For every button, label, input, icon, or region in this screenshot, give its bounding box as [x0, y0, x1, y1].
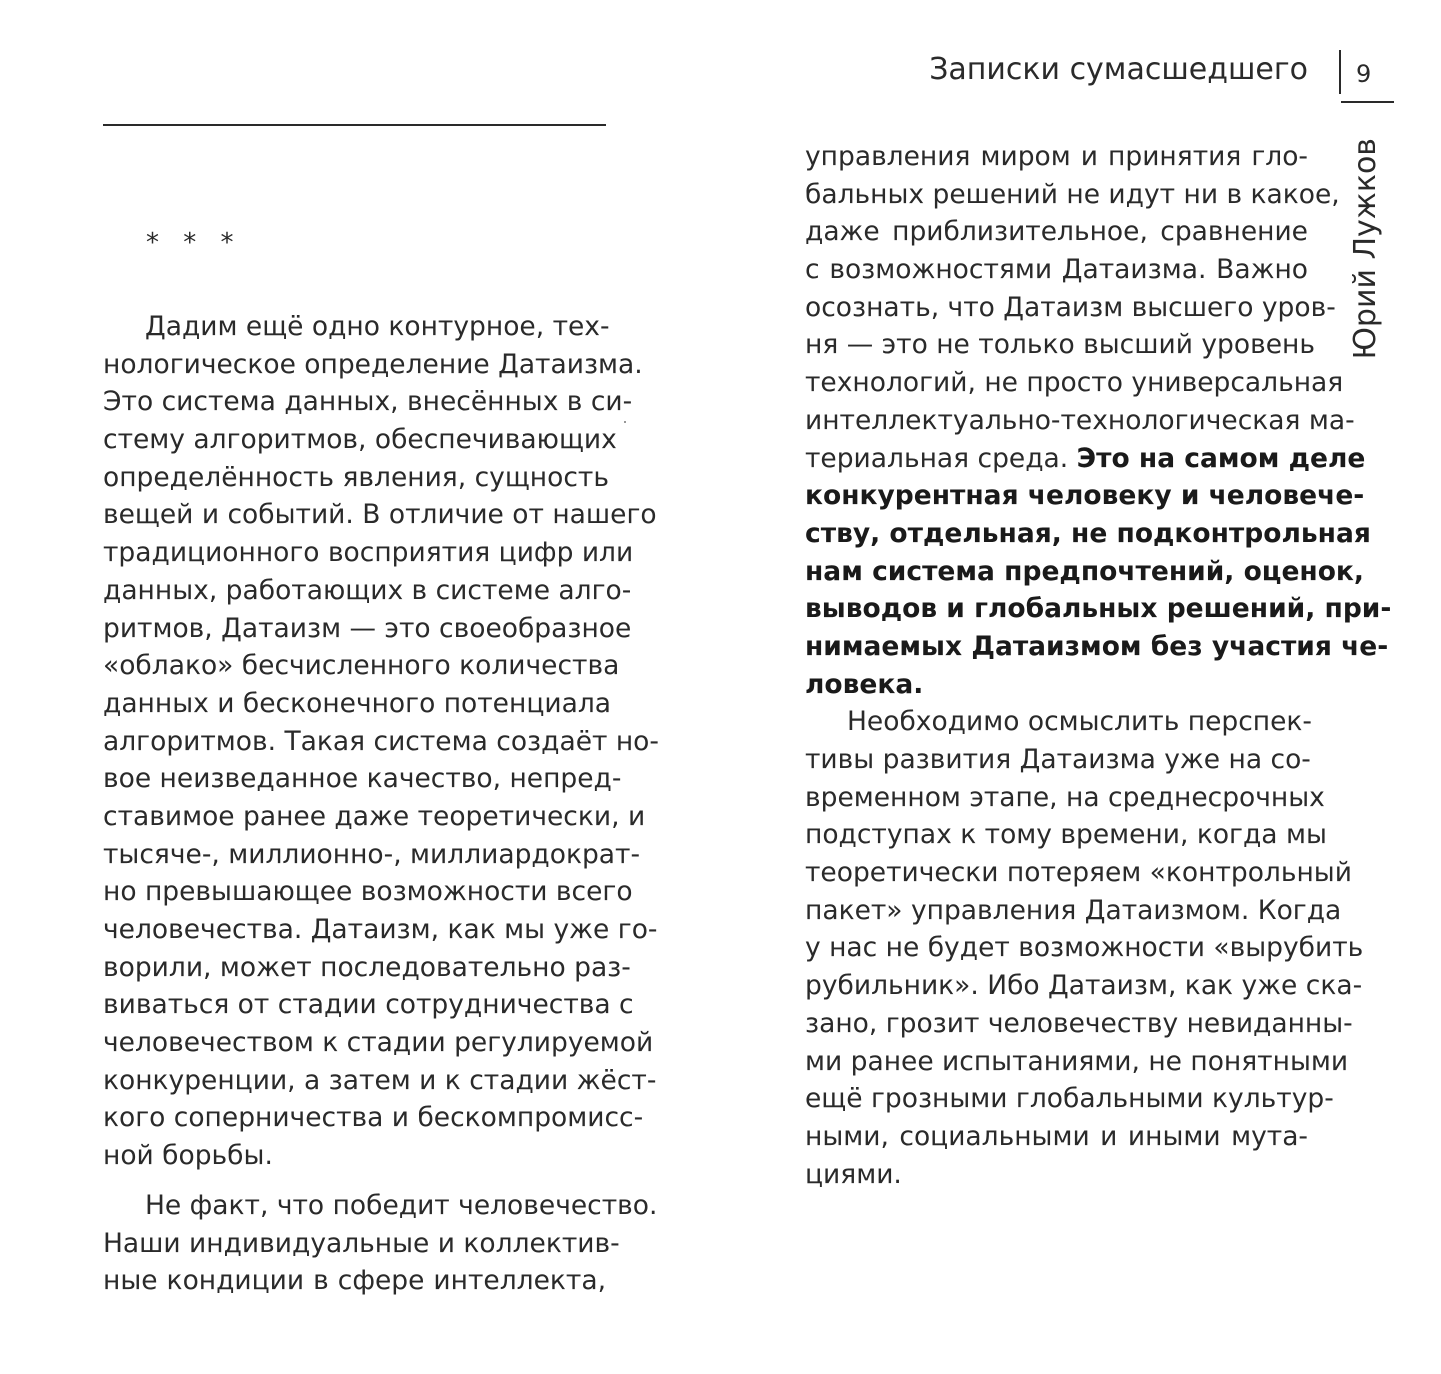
bold-text-line: нам система предпочтений, оценок,	[805, 555, 1364, 587]
text-line: нологическое определение Датаизма.	[103, 348, 643, 380]
text-line: Необходимо осмыслить перспек-	[847, 706, 1312, 738]
header-separator	[1339, 50, 1341, 94]
bold-text-line: ству, отдельная, не подконтрольная	[805, 517, 1371, 549]
bold-text-line: конкурентная человеку и человече-	[805, 480, 1365, 512]
author-name: Юрий Лужков	[1348, 138, 1383, 360]
text-line: Это система данных, внесённых в си-	[103, 386, 633, 418]
text-line: тысяче-, миллионно-, миллиардократ-	[103, 838, 641, 870]
text-line: тивы развития Датаизма уже на со-	[805, 744, 1311, 775]
text-line: у нас не будет возможности «вырубить	[805, 932, 1364, 964]
text-line: ной борьбы.	[103, 1140, 273, 1172]
page-number: 9	[1356, 60, 1372, 88]
text-line: определённость явления, сущность	[103, 461, 609, 493]
top-rule	[103, 124, 606, 126]
text-line: человечеством к стадии регулируемой	[103, 1027, 654, 1059]
text-line: стему алгоритмов, обеспечивающих	[103, 424, 617, 456]
text-line: вещей и событий. В отличие от нашего	[103, 499, 657, 531]
bold-text-segment: Это на самом деле	[1076, 442, 1366, 474]
text-line: ми ранее испытаниями, не понятными	[805, 1045, 1349, 1077]
text-line: ворили, может последовательно раз-	[103, 951, 631, 983]
text-line: пакет» управления Датаизмом. Когда	[805, 894, 1342, 926]
text-line: человечества. Датаизм, как мы уже го-	[103, 914, 658, 945]
text-line: технологий, не просто универсальная	[805, 367, 1344, 399]
left-column	[103, 308, 659, 1300]
text-line: Наши индивидуальные и коллектив-	[103, 1227, 620, 1259]
paragraph-gap	[103, 1175, 606, 1187]
running-header-title: Записки сумасшедшего	[929, 52, 1308, 87]
bold-text-line: ловека.	[805, 668, 924, 700]
text-line: «облако» бесчисленного количества	[103, 650, 620, 682]
text-line: подступах к тому времени, когда мы	[805, 819, 1327, 851]
section-break-stars: * * *	[146, 228, 242, 258]
page-number-rule	[1341, 101, 1394, 103]
author-sidebar	[1346, 138, 1386, 378]
text-line: бальных решений не идут ни в какое,	[805, 178, 1340, 210]
text-line: ещё грозными глобальными культур-	[805, 1083, 1334, 1115]
text-line: циями.	[805, 1158, 902, 1190]
text-line: алгоритмов. Такая система создаёт но-	[103, 725, 659, 757]
text-line: традиционного восприятия цифр или	[103, 537, 634, 569]
text-line: ставимое ранее даже теоретически, и	[103, 800, 646, 832]
text-line: Дадим ещё одно контурное, тех-	[145, 311, 610, 342]
text-line: управления миром и принятия гло-	[805, 141, 1308, 172]
text-line: ритмов, Датаизм — это своеобразное	[103, 612, 632, 644]
text-line-mixed	[805, 440, 1366, 478]
text-line: вое неизведанное качество, непред-	[103, 763, 622, 795]
text-line: но превышающее возможности всего	[103, 876, 633, 908]
text-line: рубильник». Ибо Датаизм, как уже ска-	[805, 970, 1363, 1002]
text-line: с возможностями Датаизма. Важно	[805, 254, 1308, 286]
text-line: ными, социальными и иными мута-	[805, 1120, 1308, 1152]
text-line: данных и бесконечного потенциала	[103, 687, 611, 719]
text-line: кого соперничества и бескомпромисс-	[103, 1102, 644, 1134]
text-line: виваться от стадии сотрудничества с	[103, 989, 634, 1021]
text-line: даже приблизительное, сравнение	[805, 216, 1308, 248]
text-line: теоретически потеряем «контрольный	[805, 857, 1352, 889]
bold-text-line: выводов и глобальных решений, при-	[805, 593, 1392, 625]
text-line: осознать, что Датаизм высшего уров-	[805, 291, 1336, 323]
text-line: Не факт, что победит человечество.	[145, 1189, 658, 1221]
text-line: временном этапе, на среднесрочных	[805, 781, 1325, 813]
text-line: данных, работающих в системе алго-	[103, 574, 632, 606]
text-line: зано, грозит человечеству невиданны-	[805, 1007, 1353, 1039]
text-line: ня — это не только высший уровень	[805, 329, 1315, 361]
print-speck	[624, 421, 626, 423]
bold-text-line: нимаемых Датаизмом без участия че-	[805, 630, 1389, 662]
text-line: конкуренции, а затем и к стадии жёст-	[103, 1064, 657, 1096]
text-segment: териальная среда.	[805, 442, 1069, 474]
text-line: интеллектуально-технологическая ма-	[805, 404, 1355, 436]
text-line: ные кондиции в сфере интеллекта,	[103, 1265, 606, 1297]
